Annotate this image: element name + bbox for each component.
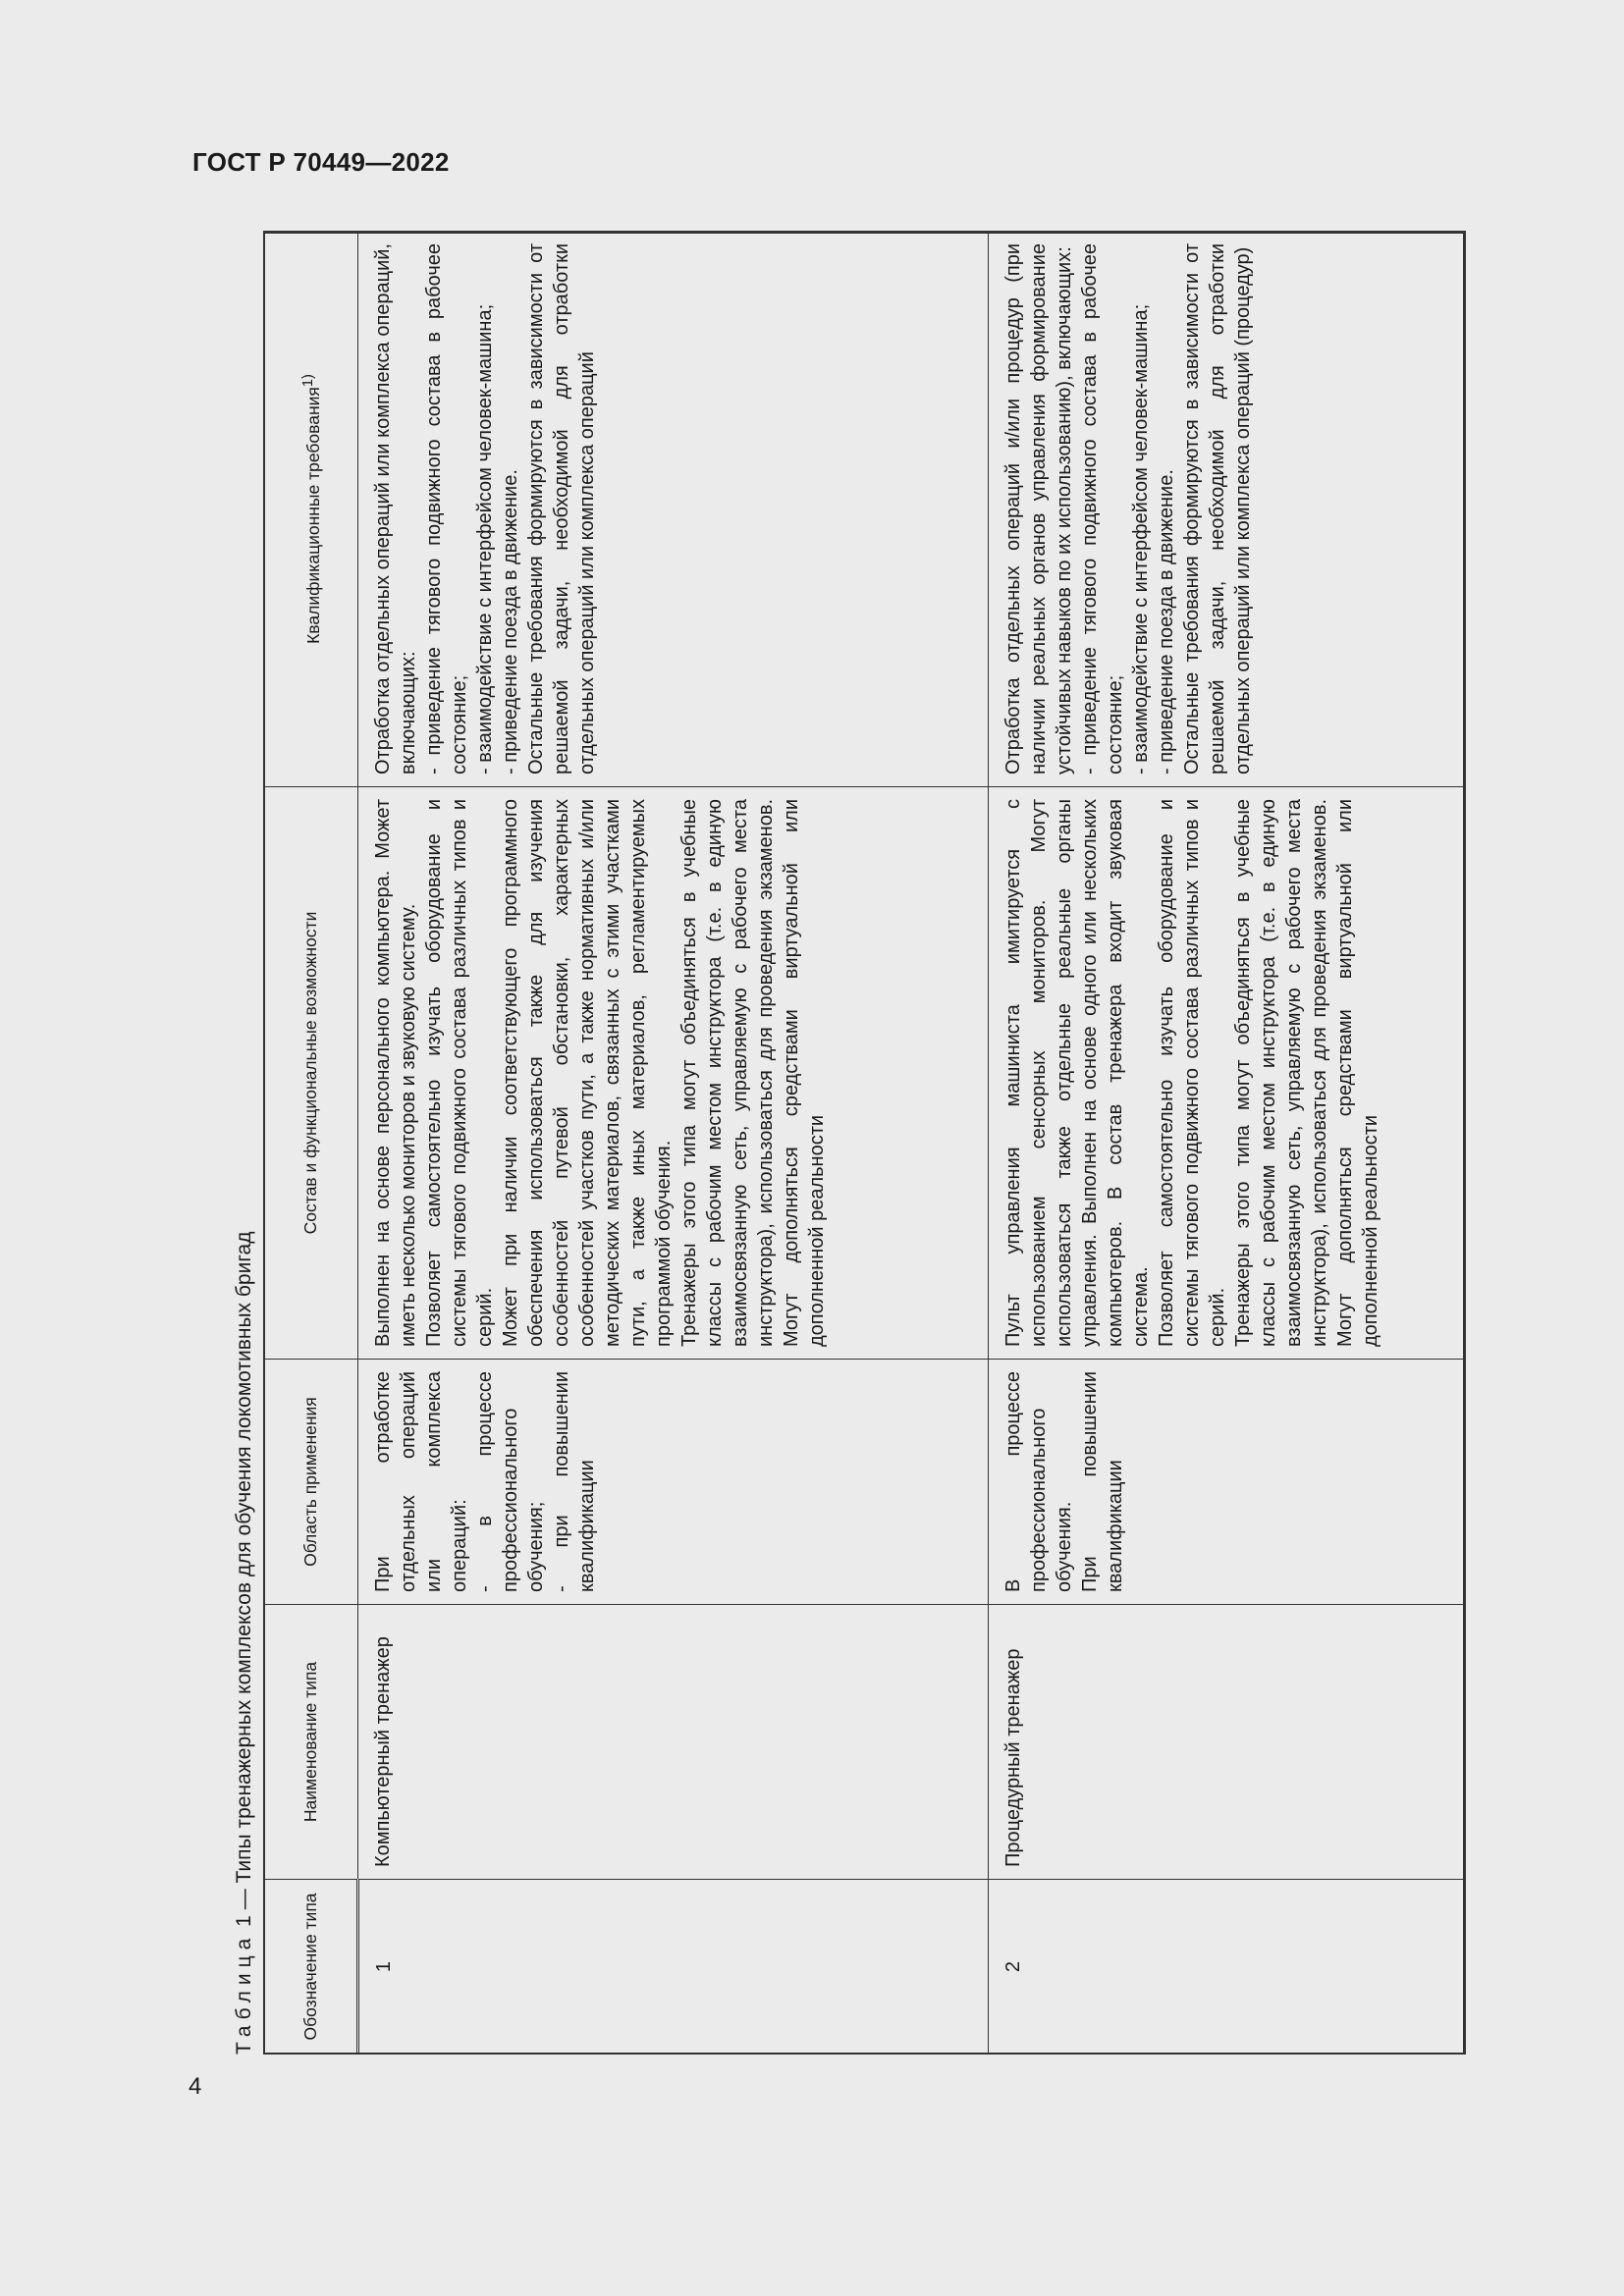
row-designation: 1 — [358, 1880, 989, 2055]
row-type-name: Компьютерный тренажер — [358, 1605, 989, 1880]
requirements-line: - приведение тягового подвижного состава в рабочее состояние; — [423, 243, 470, 774]
composition-paragraph: Тренажеры этого типа могут объединяться в учебные классы с рабочим местом инструктора (т.е. в единую взаимосвязанную сеть, управляемую с рабочего места инструктора), использоваться для проведения экзаменов. Могут дополняться средствами виртуальной или дополненной реальности — [678, 799, 828, 1347]
scope-line: При повышении квалификации — [1079, 1371, 1126, 1592]
row-requirements — [358, 232, 989, 787]
table-caption — [228, 1232, 261, 2055]
page-number: 4 — [189, 2073, 202, 2100]
composition-paragraph: Позволяет самостоятельно изучать оборудование и системы тягового подвижного состава различных типов и серий. — [423, 799, 496, 1347]
scope-line: При отработке отдельных операций или комплекса операций: — [372, 1371, 470, 1592]
table-caption-text: 1 — Типы тренажерных комплексов для обучения локомотивных бригад — [233, 1231, 255, 1933]
requirements-line: Отработка отдельных операций и/или процедур (при наличии реальных органов управления формирование устойчивых навыков по их использованию), включающих: — [1002, 243, 1075, 774]
rotated-table-block — [228, 232, 1465, 2055]
table-caption-word: Таблица — [233, 1932, 255, 2055]
composition-paragraph: Тренажеры этого типа могут объединяться в учебные классы с рабочим местом инструктора (т.е. в единую взаимосвязанную сеть, управляемую с рабочего места инструктора), использоваться для проведения экзаменов. Могут дополняться средствами виртуальной или дополненной реальности — [1232, 799, 1381, 1347]
requirements-line: - приведение поезда в движение. — [500, 469, 521, 774]
scope-line: В процессе профессионального обучения. — [1002, 1371, 1075, 1592]
table-row — [358, 232, 989, 2055]
requirements-line: - взаимодействие с интерфейсом человек-машина; — [474, 303, 496, 774]
requirements-line: Остальные требования формируются в зависимости от решаемой задачи, необходимой для отработки отдельных операций или комплекса операций — [525, 243, 598, 774]
composition-paragraph: Выполнен на основе персонального компьютера. Может иметь несколько мониторов и звуковую систему. — [372, 799, 419, 1347]
row-scope — [358, 1360, 989, 1605]
header-composition: Состав и функциональные возможности — [264, 787, 358, 1360]
requirements-line: - приведение тягового подвижного состава в рабочее состояние; — [1079, 243, 1126, 774]
requirements-line: - приведение поезда в движение. — [1156, 469, 1177, 774]
document-code: ГОСТ Р 70449—2022 — [192, 147, 450, 177]
row-requirements — [989, 232, 1466, 787]
composition-paragraph: Пульт управления машиниста имитируется с использованием сенсорных мониторов. Могут использоваться также отдельные реальные органы управления. Выполнен на основе одного или нескольких компьютеров. В состав тренажера входит звуковая система. — [1002, 799, 1152, 1347]
requirements-line: - взаимодействие с интерфейсом человек-машина; — [1130, 303, 1152, 774]
row-composition — [358, 787, 989, 1360]
scope-line: - при повышении квалификации — [551, 1371, 598, 1592]
composition-paragraph: Может при наличии соответствующего программного обеспечения использоваться также для изучения особенностей путевой обстановки, характерных особенностей участков пути, а также нормативных и/или методических материалов, связанных с этими участками пути, а также иных материалов, регламентируемых программой обучения. — [500, 799, 675, 1347]
header-scope: Область применения — [264, 1360, 358, 1605]
requirements-line: Отработка отдельных операций или комплекса операций, включающих: — [372, 243, 419, 774]
header-requirements — [264, 232, 358, 787]
header-requirements-text: Квалификационные требования — [302, 387, 323, 644]
row-designation: 2 — [989, 1880, 1466, 2055]
row-type-name: Процедурный тренажер — [989, 1605, 1466, 1880]
table-row — [989, 232, 1466, 2055]
header-designation: Обозначение типа — [264, 1880, 358, 2055]
header-requirements-footnote: 1) — [299, 374, 316, 388]
row-composition — [989, 787, 1466, 1360]
table-header-row — [264, 232, 358, 2055]
scope-line: - в процессе профессионального обучения; — [474, 1371, 547, 1592]
row-scope — [989, 1360, 1466, 1605]
trainer-types-table — [263, 231, 1466, 2055]
composition-paragraph: Позволяет самостоятельно изучать оборудование и системы тягового подвижного состава различных типов и серий. — [1156, 799, 1228, 1347]
requirements-line: Остальные требования формируются в зависимости от решаемой задачи, необходимой для отработки отдельных операций или комплекса операций (процедур) — [1181, 243, 1254, 774]
header-type-name: Наименование типа — [264, 1605, 358, 1880]
